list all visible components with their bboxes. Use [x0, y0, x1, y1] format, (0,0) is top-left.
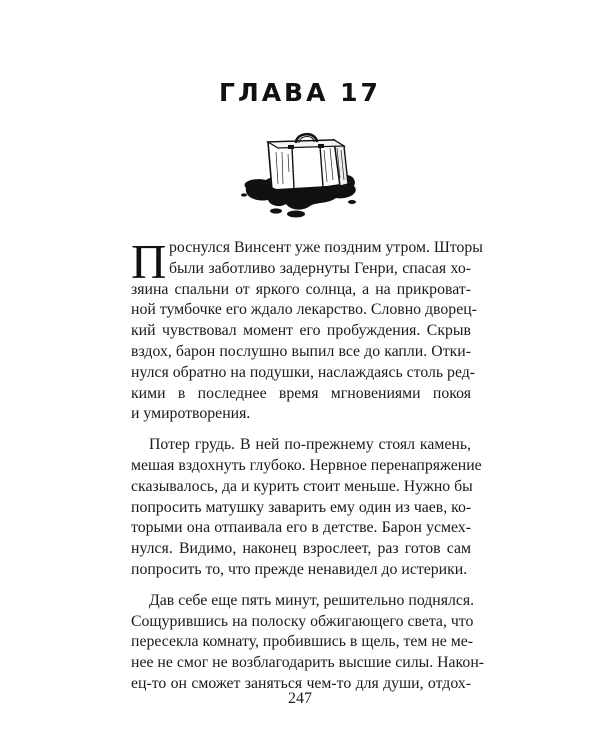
text-line: вздох, барон послушно выпил все до капли. Отки-	[131, 342, 471, 360]
text-line: Сощурившись на полоску обжигающего света, что	[131, 612, 474, 630]
text-line: попросить то, что прежде ненавидел до истерики.	[131, 560, 468, 578]
page-number: 247	[288, 690, 312, 707]
suitcase-ink-puddle-icon	[236, 122, 364, 220]
text-line: торыми она отпаивала его в детстве. Барон усмех-	[131, 519, 471, 537]
paragraph-gap	[131, 425, 471, 435]
text-line: нулся обратно на подушки, наслаждаясь столь ред-	[131, 363, 476, 381]
text-line: зяина спальни от яркого солнца, а на прикроват-	[131, 280, 471, 298]
text-line: Дав себе еще пять минут, решительно поднялся.	[149, 591, 475, 609]
text-line: были заботливо задернуты Генри, спасая хо-	[169, 259, 471, 277]
chapter-title: ГЛАВА 17	[219, 78, 381, 107]
text-line: нулся. Видимо, наконец взрослеет, раз готов сам	[131, 540, 471, 558]
text-line: ной тумбочке его ждало лекарство. Словно дворец-	[131, 301, 477, 319]
text-line: роснулся Винсент уже поздним утром. Шторы	[169, 239, 483, 256]
text-line: нее не смог не возблагодарить высшие силы. Након-	[131, 654, 485, 672]
text-line: кий чувствовал момент его пробуждения. Скрыв	[131, 322, 471, 340]
paragraph-gap	[131, 581, 471, 591]
text-line: попросить матушку заварить ему один из чаев, ко-	[131, 498, 472, 516]
text-line: кими в последнее время мгновениями покоя	[131, 384, 471, 402]
drop-cap: П	[131, 234, 167, 289]
text-line: пересекла комнату, пробившись в щель, тем не ме-	[131, 633, 474, 651]
text-line: мешая вздохнуть глубоко. Нервное перенапряжение	[131, 456, 482, 474]
text-line: сказывалось, да и курить стоит меньше. Нужно бы	[131, 477, 473, 495]
text-line: ец-то он сможет заняться чем-то для души, отдох-	[131, 674, 471, 692]
text-line: Потер грудь. В ней по-прежнему стоял камень,	[149, 436, 471, 454]
text-line: и умиротворения.	[131, 405, 251, 423]
body-text	[131, 234, 485, 695]
